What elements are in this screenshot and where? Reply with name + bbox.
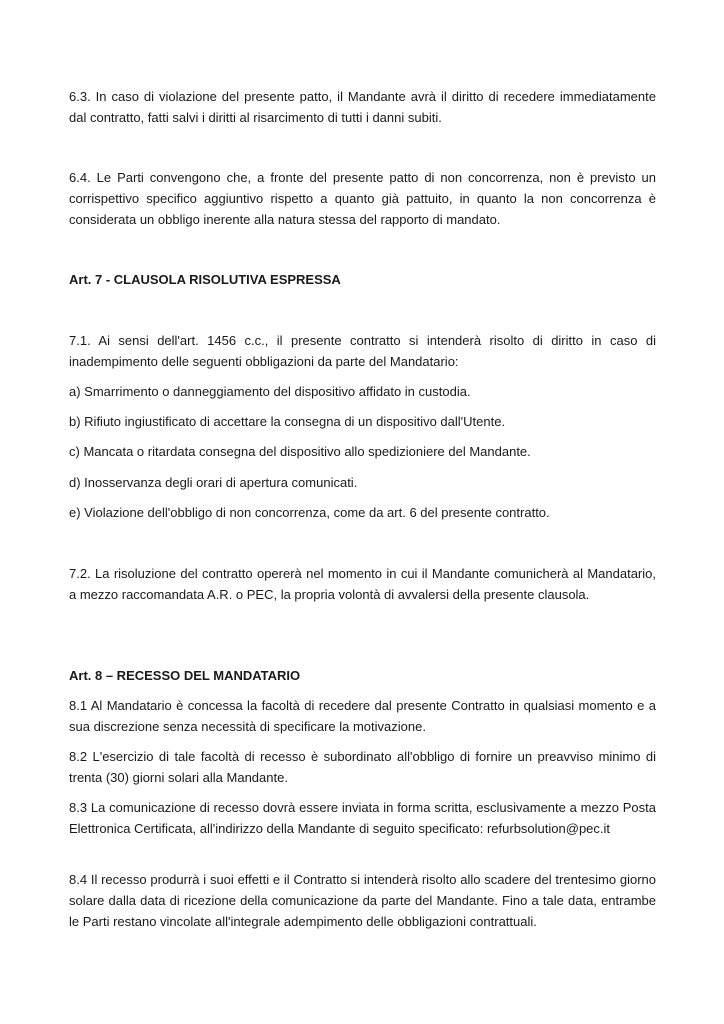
list-item-b: b) Rifiuto ingiustificato di accettare la consegna di un dispositivo dall'Utente. — [69, 414, 506, 429]
article-8-heading: Art. 8 – RECESSO DEL MANDATARIO — [69, 668, 301, 683]
paragraph-6-3: 6.3. In caso di violazione del presente patto, il Mandante avrà il diritto di recedere immediatamente dal contratto, fatti salvi i diritti al risarcimento di tutti i danni subiti. — [69, 89, 656, 125]
paragraph-8-2: 8.2 L'esercizio di tale facoltà di recesso è subordinato all'obbligo di fornire un preavviso minimo di trenta (30) giorni solari alla Mandante. — [69, 749, 656, 785]
paragraph-6-4: 6.4. Le Parti convengono che, a fronte del presente patto di non concorrenza, non è previsto un corrispettivo specifico aggiuntivo rispetto a quanto già pattuito, in quanto la non concorrenza è considerata un obbligo inerente alla natura stessa del rapporto di mandato. — [69, 170, 656, 227]
paragraph-8-3: 8.3 La comunicazione di recesso dovrà essere inviata in forma scritta, esclusivamente a mezzo Posta Elettronica Certificata, all'indirizzo della Mandante di seguito specificato: refurbsolution@pec.it — [69, 800, 656, 836]
list-item-a: a) Smarrimento o danneggiamento del dispositivo affidato in custodia. — [69, 384, 471, 399]
list-item-e: e) Violazione dell'obbligo di non concorrenza, come da art. 6 del presente contratto. — [69, 505, 550, 520]
list-item-d: d) Inosservanza degli orari di apertura comunicati. — [69, 475, 358, 490]
paragraph-8-1: 8.1 Al Mandatario è concessa la facoltà di recedere dal presente Contratto in qualsiasi momento e a sua discrezione senza necessità di specificare la motivazione. — [69, 698, 656, 734]
paragraph-8-4: 8.4 Il recesso produrrà i suoi effetti e il Contratto si intenderà risolto allo scadere del trentesimo giorno solare dalla data di ricezione della comunicazione da parte del Mandante. Fino a tale data, entrambe le Parti restano vincolate all'integrale adempimento delle obbligazioni contrattuali. — [69, 872, 656, 929]
paragraph-7-2: 7.2. La risoluzione del contratto opererà nel momento in cui il Mandante comunicherà al Mandatario, a mezzo raccomandata A.R. o PEC, la propria volontà di avvalersi della presente clausola. — [69, 566, 656, 602]
paragraph-7-1: 7.1. Ai sensi dell'art. 1456 c.c., il presente contratto si intenderà risolto di diritto in caso di inadempimento delle seguenti obbligazioni da parte del Mandatario: — [69, 333, 656, 369]
list-item-c: c) Mancata o ritardata consegna del dispositivo allo spedizioniere del Mandante. — [69, 444, 531, 459]
article-7-heading: Art. 7 - CLAUSOLA RISOLUTIVA ESPRESSA — [69, 272, 341, 287]
